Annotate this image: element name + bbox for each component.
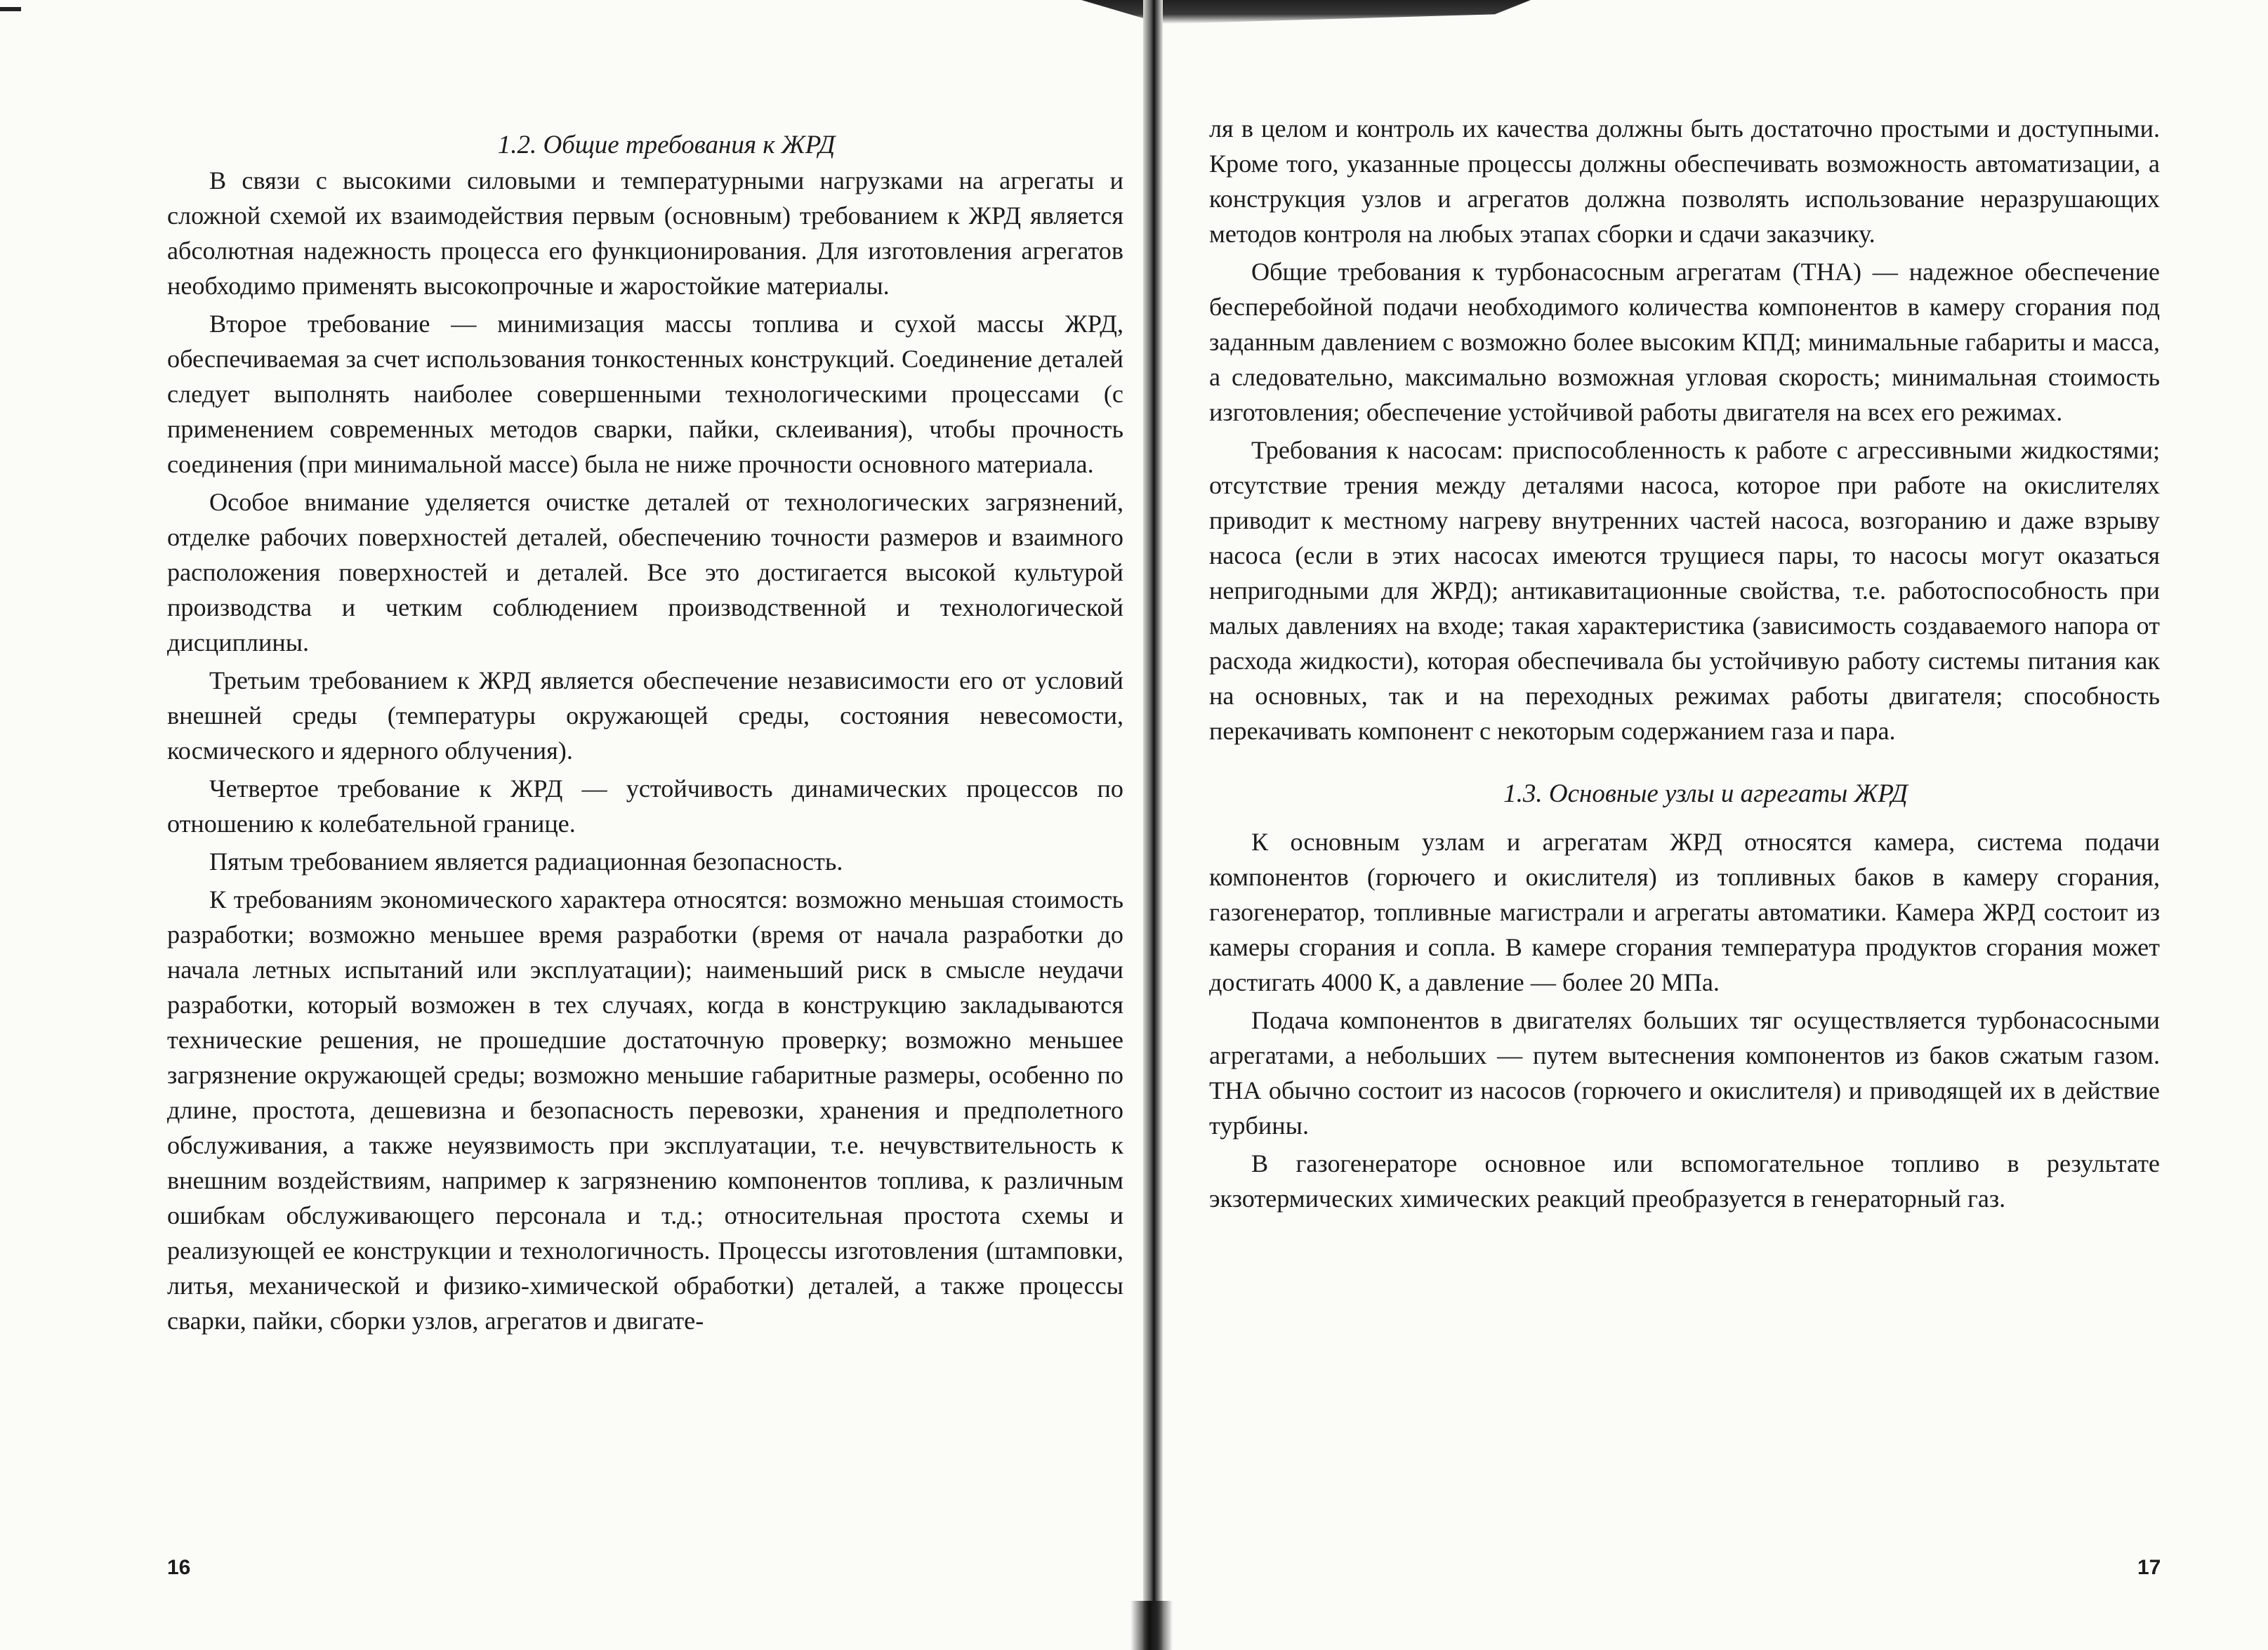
- paragraph-continued: ля в целом и контроль их качества должны быть достаточно простыми и доступными. Кроме того, указанные процессы должны обеспечивать возможность автоматизации, а конструкция узлов и агрегатов должна позволять использование неразрушающих методов контроля на любых этапах сборки и сдачи заказчику.: [1209, 114, 2160, 248]
- paragraph: Особое внимание уделяется очистке деталей от технологических загрязнений, отделке рабочих поверхностей деталей, обеспечению точности размеров и взаимного расположения поверхностей и деталей. Все это достигается высокой культурой производства и четким соблюдением производственной и технологической дисциплины.: [167, 488, 1123, 656]
- paragraph: В связи с высокими силовыми и температурными нагрузками на агрегаты и сложной схемой их взаимодействия первым (основным) требованием к ЖРД является абсолютная надежность процесса его функционирования. Для изготовления агрегатов необходимо применять высокопрочные и жаростойкие материалы.: [167, 166, 1123, 300]
- page-number-left: 16: [167, 1556, 191, 1579]
- book-spine-shadow-bottom: [1130, 1601, 1173, 1650]
- section-title-1-2: 1.2. Общие требования к ЖРД: [497, 131, 836, 159]
- right-page-body: [1209, 111, 2160, 1216]
- left-page-body: [167, 128, 1123, 1338]
- paragraph: В газогенераторе основное или вспомогательное топливо в результате экзотермических химических реакций преобразуется в генераторный газ.: [1209, 1149, 2160, 1213]
- section-title-1-3: 1.3. Основные узлы и агрегаты ЖРД: [1503, 779, 1908, 808]
- paragraph: Второе требование — минимизация массы топлива и сухой массы ЖРД, обеспечиваемая за счет использования тонкостенных конструкций. Соединение деталей следует выполнять наиболее совершенными технологическими процессами (с применением современных методов сварки, пайки, склеивания), чтобы прочность соединения (при минимальной массе) была не ниже прочности основного материала.: [167, 310, 1123, 478]
- paragraph: Пятым требованием является радиационная безопасность.: [209, 847, 843, 876]
- paragraph: Четвертое требование к ЖРД — устойчивость динамических процессов по отношению к колебательной границе.: [167, 774, 1123, 838]
- paragraph: Требования к насосам: приспособленность к работе с агрессивными жидкостями; отсутствие трения между деталями насоса, которое при работе на окислителях приводит к местному нагреву внутренних частей насоса, возгоранию и даже взрыву насоса (если в этих насосах имеются трущиеся пары, то насосы могут оказаться непригодными для ЖРД); антикавитационные свойства, т.е. работоспособность при малых давлениях на входе; такая характеристика (зависимость создаваемого напора от расхода жидкости), которая обеспечивала бы устойчивую работу системы питания как на основных, так и на переходных режимах работы двигателя; способность перекачивать компонент с некоторым содержанием газа и пара.: [1209, 436, 2160, 745]
- scan-corner-mark: [0, 7, 21, 11]
- book-spine: [1143, 0, 1163, 1650]
- paragraph: Подача компонентов в двигателях больших тяг осуществляется турбонасосными агрегатами, а небольших — путем вытеснения компонентов из баков сжатым газом. ТНА обычно состоит из насосов (горючего и окислителя) и приводящей их в действие турбины.: [1209, 1006, 2160, 1140]
- paragraph: К основным узлам и агрегатам ЖРД относятся камера, система подачи компонентов (горючего и окислителя) из топливных баков в камеру сгорания, газогенератор, топливные магистрали и агрегаты автоматики. Камера ЖРД состоит из камеры сгорания и сопла. В камере сгорания температура продуктов сгорания может достигать 4000 К, а давление — более 20 МПа.: [1209, 828, 2160, 996]
- paragraph: К требованиям экономического характера относятся: возможно меньшая стоимость разработки; возможно меньшее время разработки (время от начала разработки до начала летных испытаний или эксплуатации); наименьший риск в смысле неудачи разработки, который возможен в тех случаях, когда в конструкцию закладываются технические решения, не прошедшие достаточную проверку; возможно меньшее загрязнение окружающей среды; возможно меньшие габаритные размеры, особенно по длине, простота, дешевизна и безопасность перевозки, хранения и предполетного обслуживания, а также неуязвимость при эксплуатации, т.е. нечувствительность к внешним воздействиям, например к загрязнению компонентов топлива, к различным ошибкам обслуживающего персонала и т.д.; относительная простота схемы и реализующей ее конструкции и технологичность. Процессы изготовления (штамповки, литья, механической и физико-химической обработки) деталей, а также процессы сварки, пайки, сборки узлов, агрегатов и двигате-: [167, 885, 1123, 1335]
- paragraph: Третьим требованием к ЖРД является обеспечение независимости его от условий внешней среды (температуры окружающей среды, состояния невесомости, космического и ядерного облучения).: [167, 666, 1123, 765]
- paragraph: Общие требования к турбонасосным агрегатам (ТНА) — надежное обеспечение бесперебойной подачи необходимого количества компонентов в камеру сгорания под заданным давлением с возможно более высоким КПД; минимальные габариты и масса, а следовательно, максимально возможная угловая скорость; минимальная стоимость изготовления; обеспечение устойчивой работы двигателя на всех его режимах.: [1209, 258, 2160, 426]
- page-number-right: 17: [2137, 1556, 2161, 1579]
